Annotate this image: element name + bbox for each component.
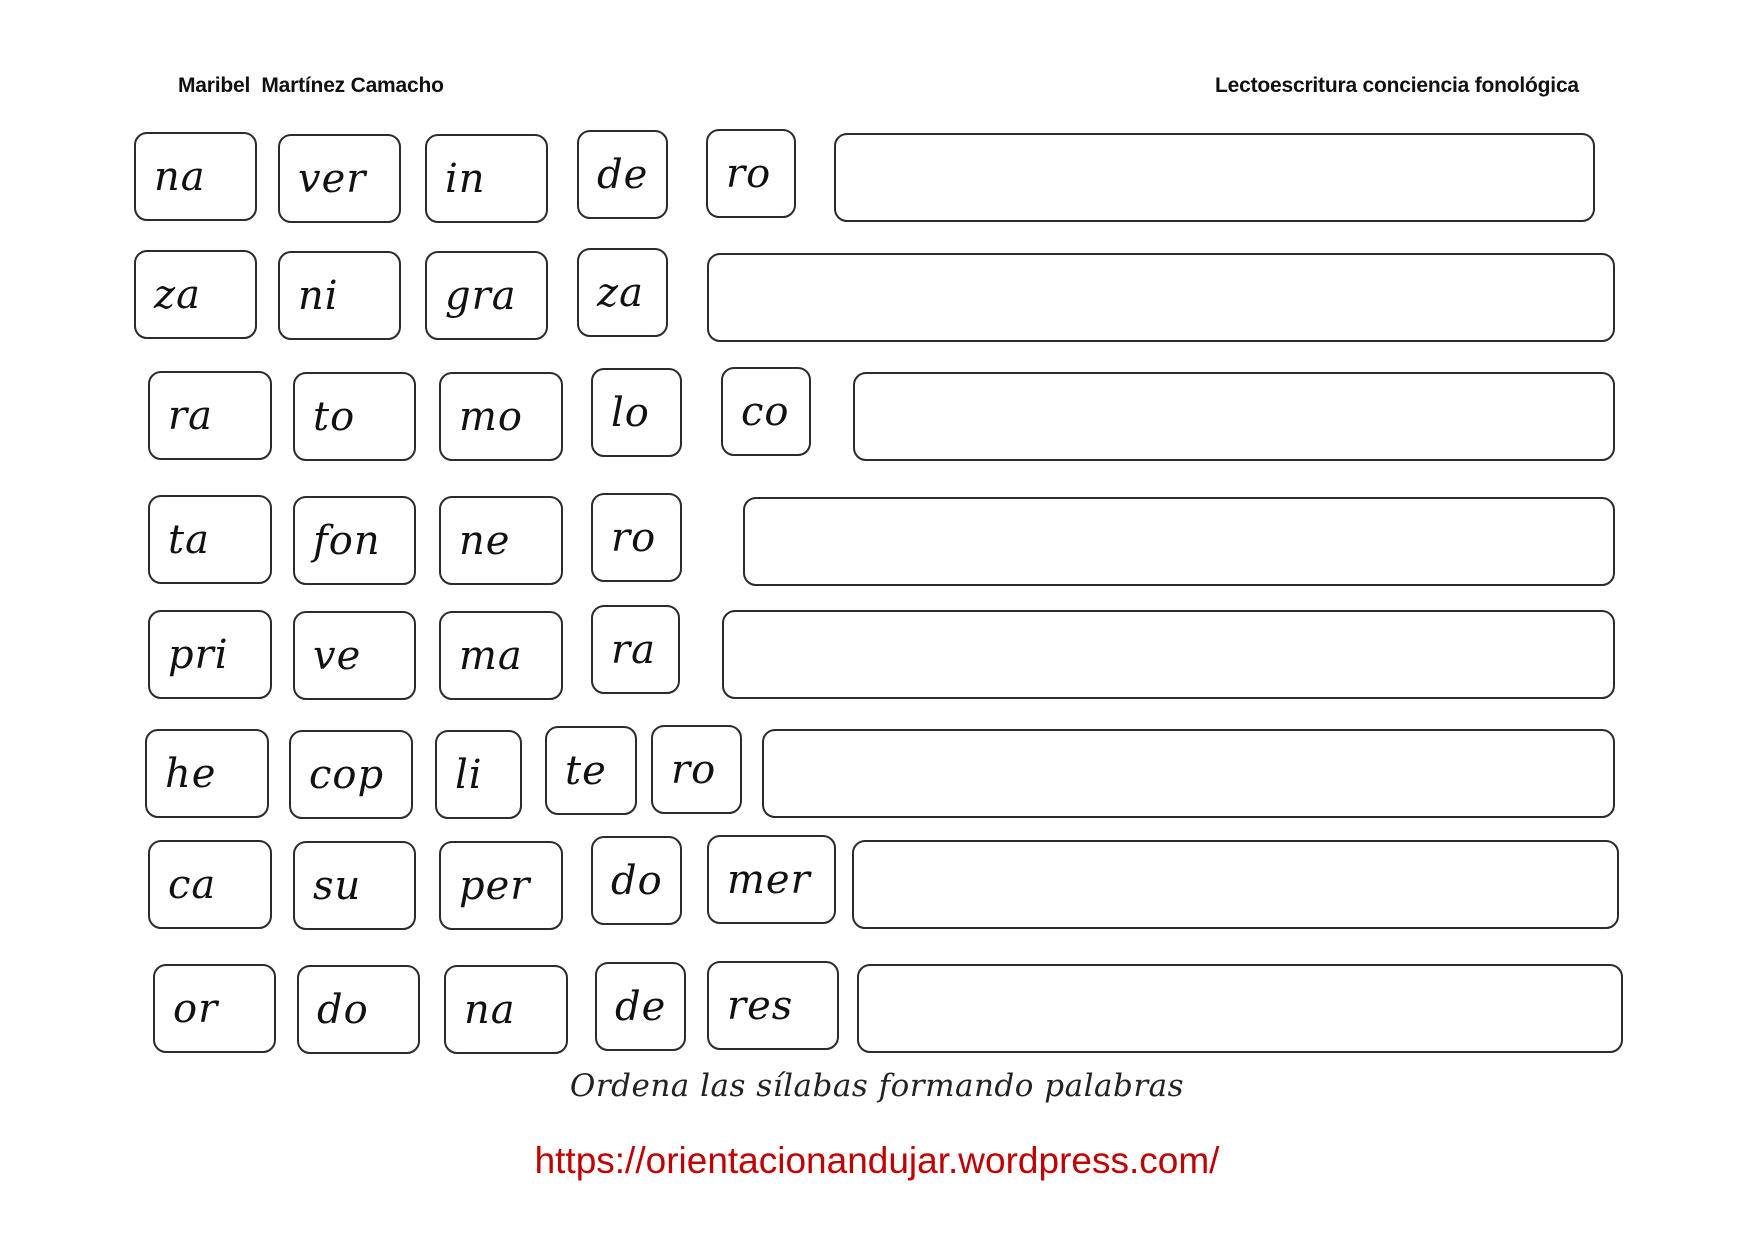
syllable-card: fon	[293, 496, 416, 585]
syllable-card: per	[439, 841, 563, 930]
syllable-card: in	[425, 134, 548, 223]
answer-box[interactable]	[834, 133, 1595, 222]
syllable-card: cop	[289, 730, 413, 819]
syllable-card: de	[577, 130, 668, 219]
syllable-card: he	[145, 729, 269, 818]
syllable-card: ro	[651, 725, 742, 814]
syllable-card: ni	[278, 251, 401, 340]
syllable-card: do	[297, 965, 420, 1054]
author-name: Maribel Martínez Camacho	[178, 74, 444, 97]
answer-box[interactable]	[853, 372, 1615, 461]
syllable-card: na	[134, 132, 257, 221]
answer-box[interactable]	[707, 253, 1615, 342]
source-url[interactable]: https://orientacionandujar.wordpress.com/	[534, 1140, 1220, 1181]
syllable-card: ca	[148, 840, 272, 929]
syllable-card: or	[153, 964, 276, 1053]
syllable-card: ver	[278, 134, 401, 223]
syllable-card: ma	[439, 611, 563, 700]
syllable-card: ta	[148, 495, 272, 584]
syllable-card: de	[595, 962, 686, 1051]
syllable-card: su	[293, 841, 416, 930]
syllable-card: lo	[591, 368, 682, 457]
answer-box[interactable]	[743, 497, 1615, 586]
syllable-card: li	[435, 730, 522, 819]
answer-box[interactable]	[762, 729, 1615, 818]
syllable-card: pri	[148, 610, 272, 699]
instruction-text: Ordena las sílabas formando palabras	[569, 1068, 1185, 1104]
answer-box[interactable]	[722, 610, 1615, 699]
syllable-card: mer	[707, 835, 836, 924]
syllable-card: ve	[293, 611, 416, 700]
subject-title: Lectoescritura conciencia fonológica	[1215, 74, 1579, 97]
syllable-card: ra	[148, 371, 272, 460]
syllable-card: ro	[706, 129, 796, 218]
syllable-card: do	[591, 836, 682, 925]
syllable-card: na	[444, 965, 568, 1054]
syllable-card: mo	[439, 372, 563, 461]
syllable-card: ro	[591, 493, 682, 582]
syllable-card: res	[707, 961, 839, 1050]
answer-box[interactable]	[852, 840, 1619, 929]
syllable-card: ne	[439, 496, 563, 585]
syllable-card: gra	[425, 251, 548, 340]
syllable-card: ra	[591, 605, 680, 694]
answer-box[interactable]	[857, 964, 1623, 1053]
syllable-card: za	[134, 250, 257, 339]
syllable-card: co	[721, 367, 811, 456]
syllable-card: za	[577, 248, 668, 337]
syllable-card: te	[545, 726, 637, 815]
syllable-card: to	[293, 372, 416, 461]
